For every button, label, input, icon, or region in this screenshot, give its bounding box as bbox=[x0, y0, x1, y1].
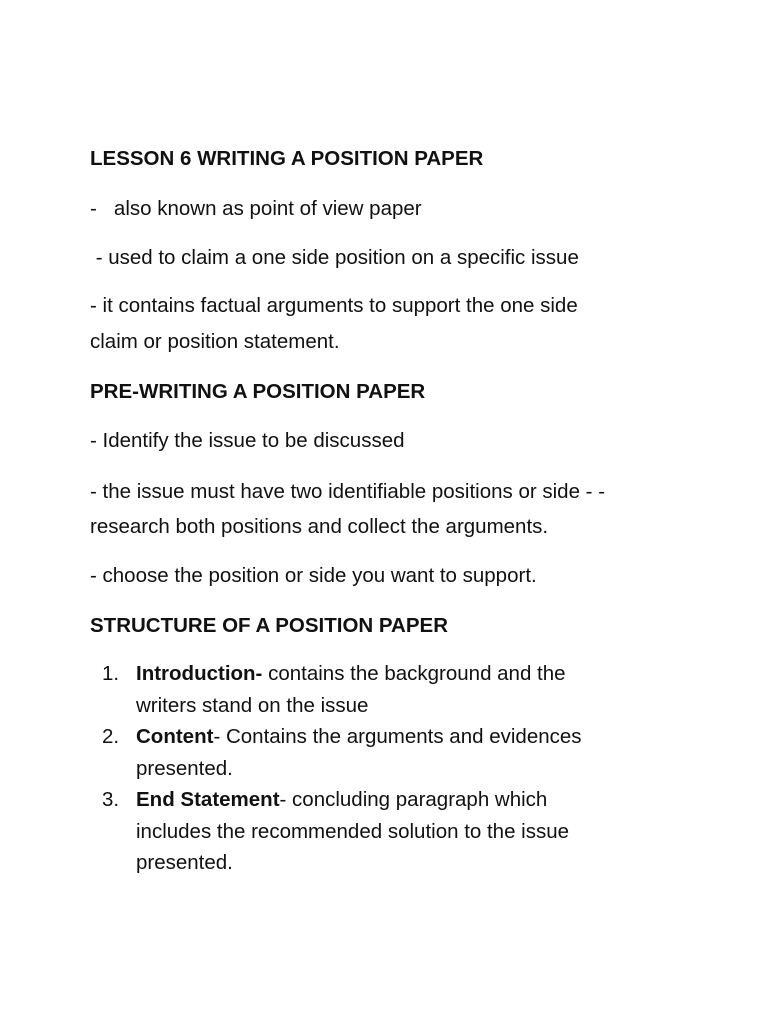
list-number: 2. bbox=[102, 725, 120, 748]
list-item-term: Introduction- bbox=[136, 662, 263, 685]
list-number: 1. bbox=[102, 662, 120, 685]
structure-title: STRUCTURE OF A POSITION PAPER bbox=[90, 614, 449, 637]
structure-item-introduction bbox=[102, 658, 702, 721]
structure-item-end-statement bbox=[102, 784, 702, 879]
intro-line-3: - it contains factual arguments to support the one side bbox=[90, 294, 578, 317]
list-item-text: - Contains the arguments and evidences bbox=[213, 725, 582, 748]
intro-line-2: - used to claim a one side position on a specific issue bbox=[90, 246, 579, 269]
prewriting-line-1: - Identify the issue to be discussed bbox=[90, 429, 405, 452]
prewriting-line-4: - choose the position or side you want to support. bbox=[90, 564, 537, 587]
list-item-first-line bbox=[136, 658, 702, 690]
list-item-continuation: includes the recommended solution to the issue bbox=[136, 819, 570, 843]
list-item-first-line bbox=[136, 784, 702, 816]
intro-line-4: claim or position statement. bbox=[90, 330, 340, 353]
list-item-continuation: presented. bbox=[136, 756, 233, 780]
list-item-text: contains the background and the bbox=[262, 662, 566, 685]
list-item-term: End Statement bbox=[136, 788, 280, 811]
structure-item-content bbox=[102, 721, 702, 784]
lesson-title: LESSON 6 WRITING A POSITION PAPER bbox=[90, 147, 484, 170]
structure-list bbox=[102, 658, 702, 879]
list-item-text: - concluding paragraph which bbox=[279, 788, 548, 811]
list-item-term: Content bbox=[136, 725, 214, 748]
list-item-continuation: writers stand on the issue bbox=[136, 693, 369, 717]
prewriting-line-3: research both positions and collect the arguments. bbox=[90, 515, 549, 538]
intro-line-1: - also known as point of view paper bbox=[90, 197, 422, 220]
list-item-continuation: presented. bbox=[136, 851, 233, 874]
list-item-first-line bbox=[136, 721, 702, 753]
prewriting-title: PRE-WRITING A POSITION PAPER bbox=[90, 380, 426, 403]
prewriting-line-2: - the issue must have two identifiable positions or side - - bbox=[90, 480, 606, 503]
list-number: 3. bbox=[102, 788, 120, 811]
